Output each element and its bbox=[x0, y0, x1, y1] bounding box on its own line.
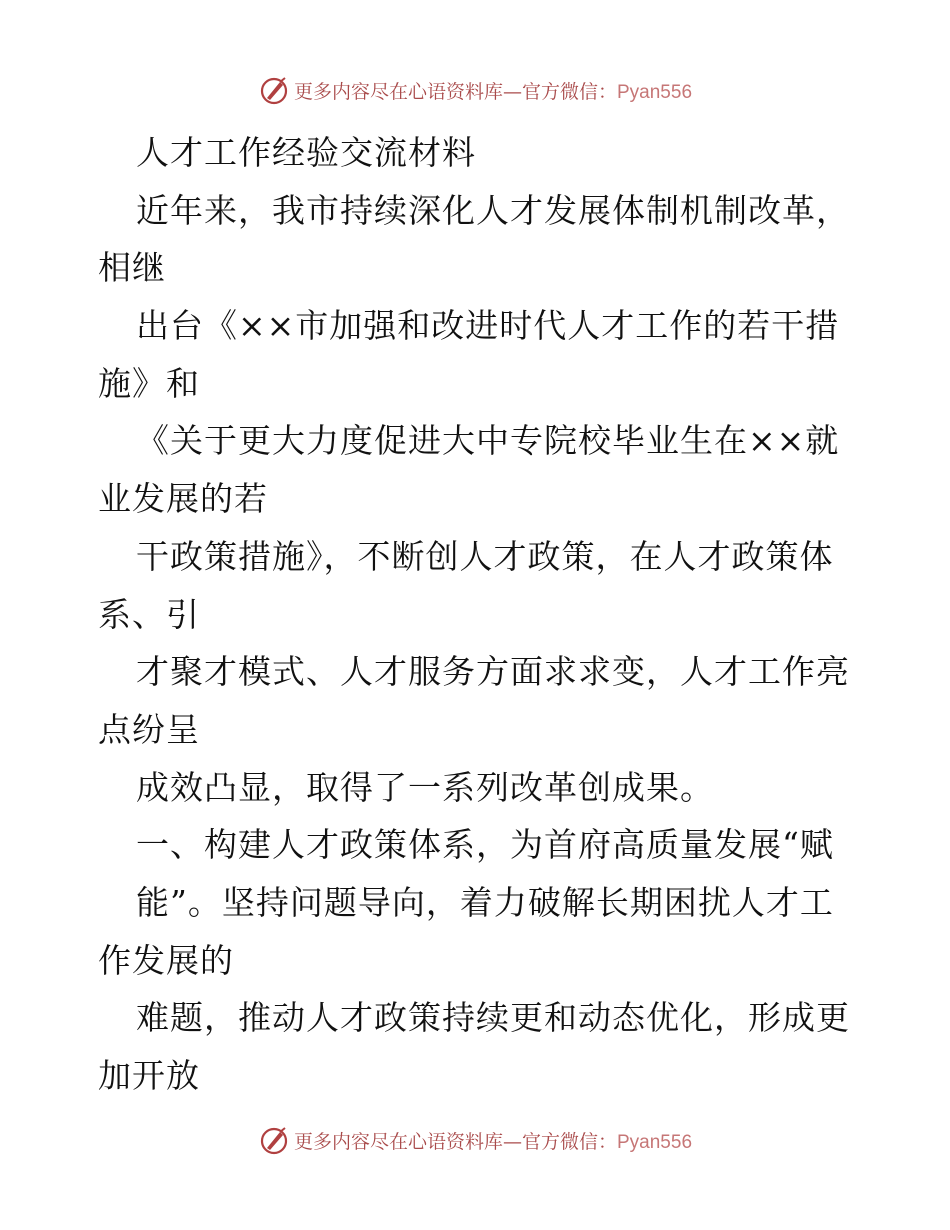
document-body bbox=[98, 124, 853, 1105]
document-line: 一、构建人才政策体系，为首府高质量发展“赋 bbox=[136, 825, 834, 865]
document-line: 点纷呈 bbox=[98, 709, 200, 749]
document-line: 才聚才模式、人才服务方面求求变，人才工作亮 bbox=[136, 652, 850, 692]
footer-banner bbox=[0, 1120, 950, 1160]
document-line: 作发展的 bbox=[98, 940, 234, 980]
banner-site-text: 更多内容尽在心语资料库 bbox=[293, 80, 503, 103]
banner-wechat-id: Pyan556 bbox=[617, 1131, 693, 1153]
document-line: 能”。坚持问题导向，着力破解长期困扰人才工 bbox=[136, 882, 834, 922]
document-line: 加开放 bbox=[98, 1056, 200, 1095]
document-line: 业发展的若 bbox=[98, 479, 268, 519]
banner-wechat-label: 官方微信： bbox=[521, 80, 617, 103]
document-line: 成效凸显，取得了一系列改革创成果。 bbox=[136, 767, 714, 807]
document-line: 施》和 bbox=[98, 363, 200, 403]
document-line: 近年来，我市持续深化人才发展体制机制改革， bbox=[136, 190, 850, 230]
document-line: 《关于更大力度促进大中专院校毕业生在××就 bbox=[136, 421, 840, 461]
document-line: 人才工作经验交流材料 bbox=[136, 133, 476, 172]
header-banner bbox=[0, 70, 950, 110]
banner-watermark-text bbox=[294, 1127, 692, 1154]
document-line: 出台《××市加强和改进时代人才工作的若干措 bbox=[136, 306, 840, 346]
banner-site-text: 更多内容尽在心语资料库 bbox=[293, 1130, 503, 1153]
banner-wechat-id: Pyan556 bbox=[617, 81, 693, 103]
document-line: 系、引 bbox=[98, 594, 200, 634]
document-line: 干政策措施》，不断创人才政策，在人才政策体 bbox=[136, 536, 834, 576]
banner-watermark-text bbox=[294, 77, 692, 104]
banner-dash: — bbox=[502, 80, 522, 103]
document-line: 相继 bbox=[98, 248, 166, 288]
banner-dash: — bbox=[502, 1130, 522, 1153]
quill-pen-logo-icon bbox=[258, 74, 290, 106]
document-line: 难题，推动人才政策持续更和动态优化，形成更 bbox=[136, 998, 850, 1038]
banner-wechat-label: 官方微信： bbox=[521, 1130, 617, 1153]
quill-pen-logo-icon bbox=[258, 1124, 290, 1156]
